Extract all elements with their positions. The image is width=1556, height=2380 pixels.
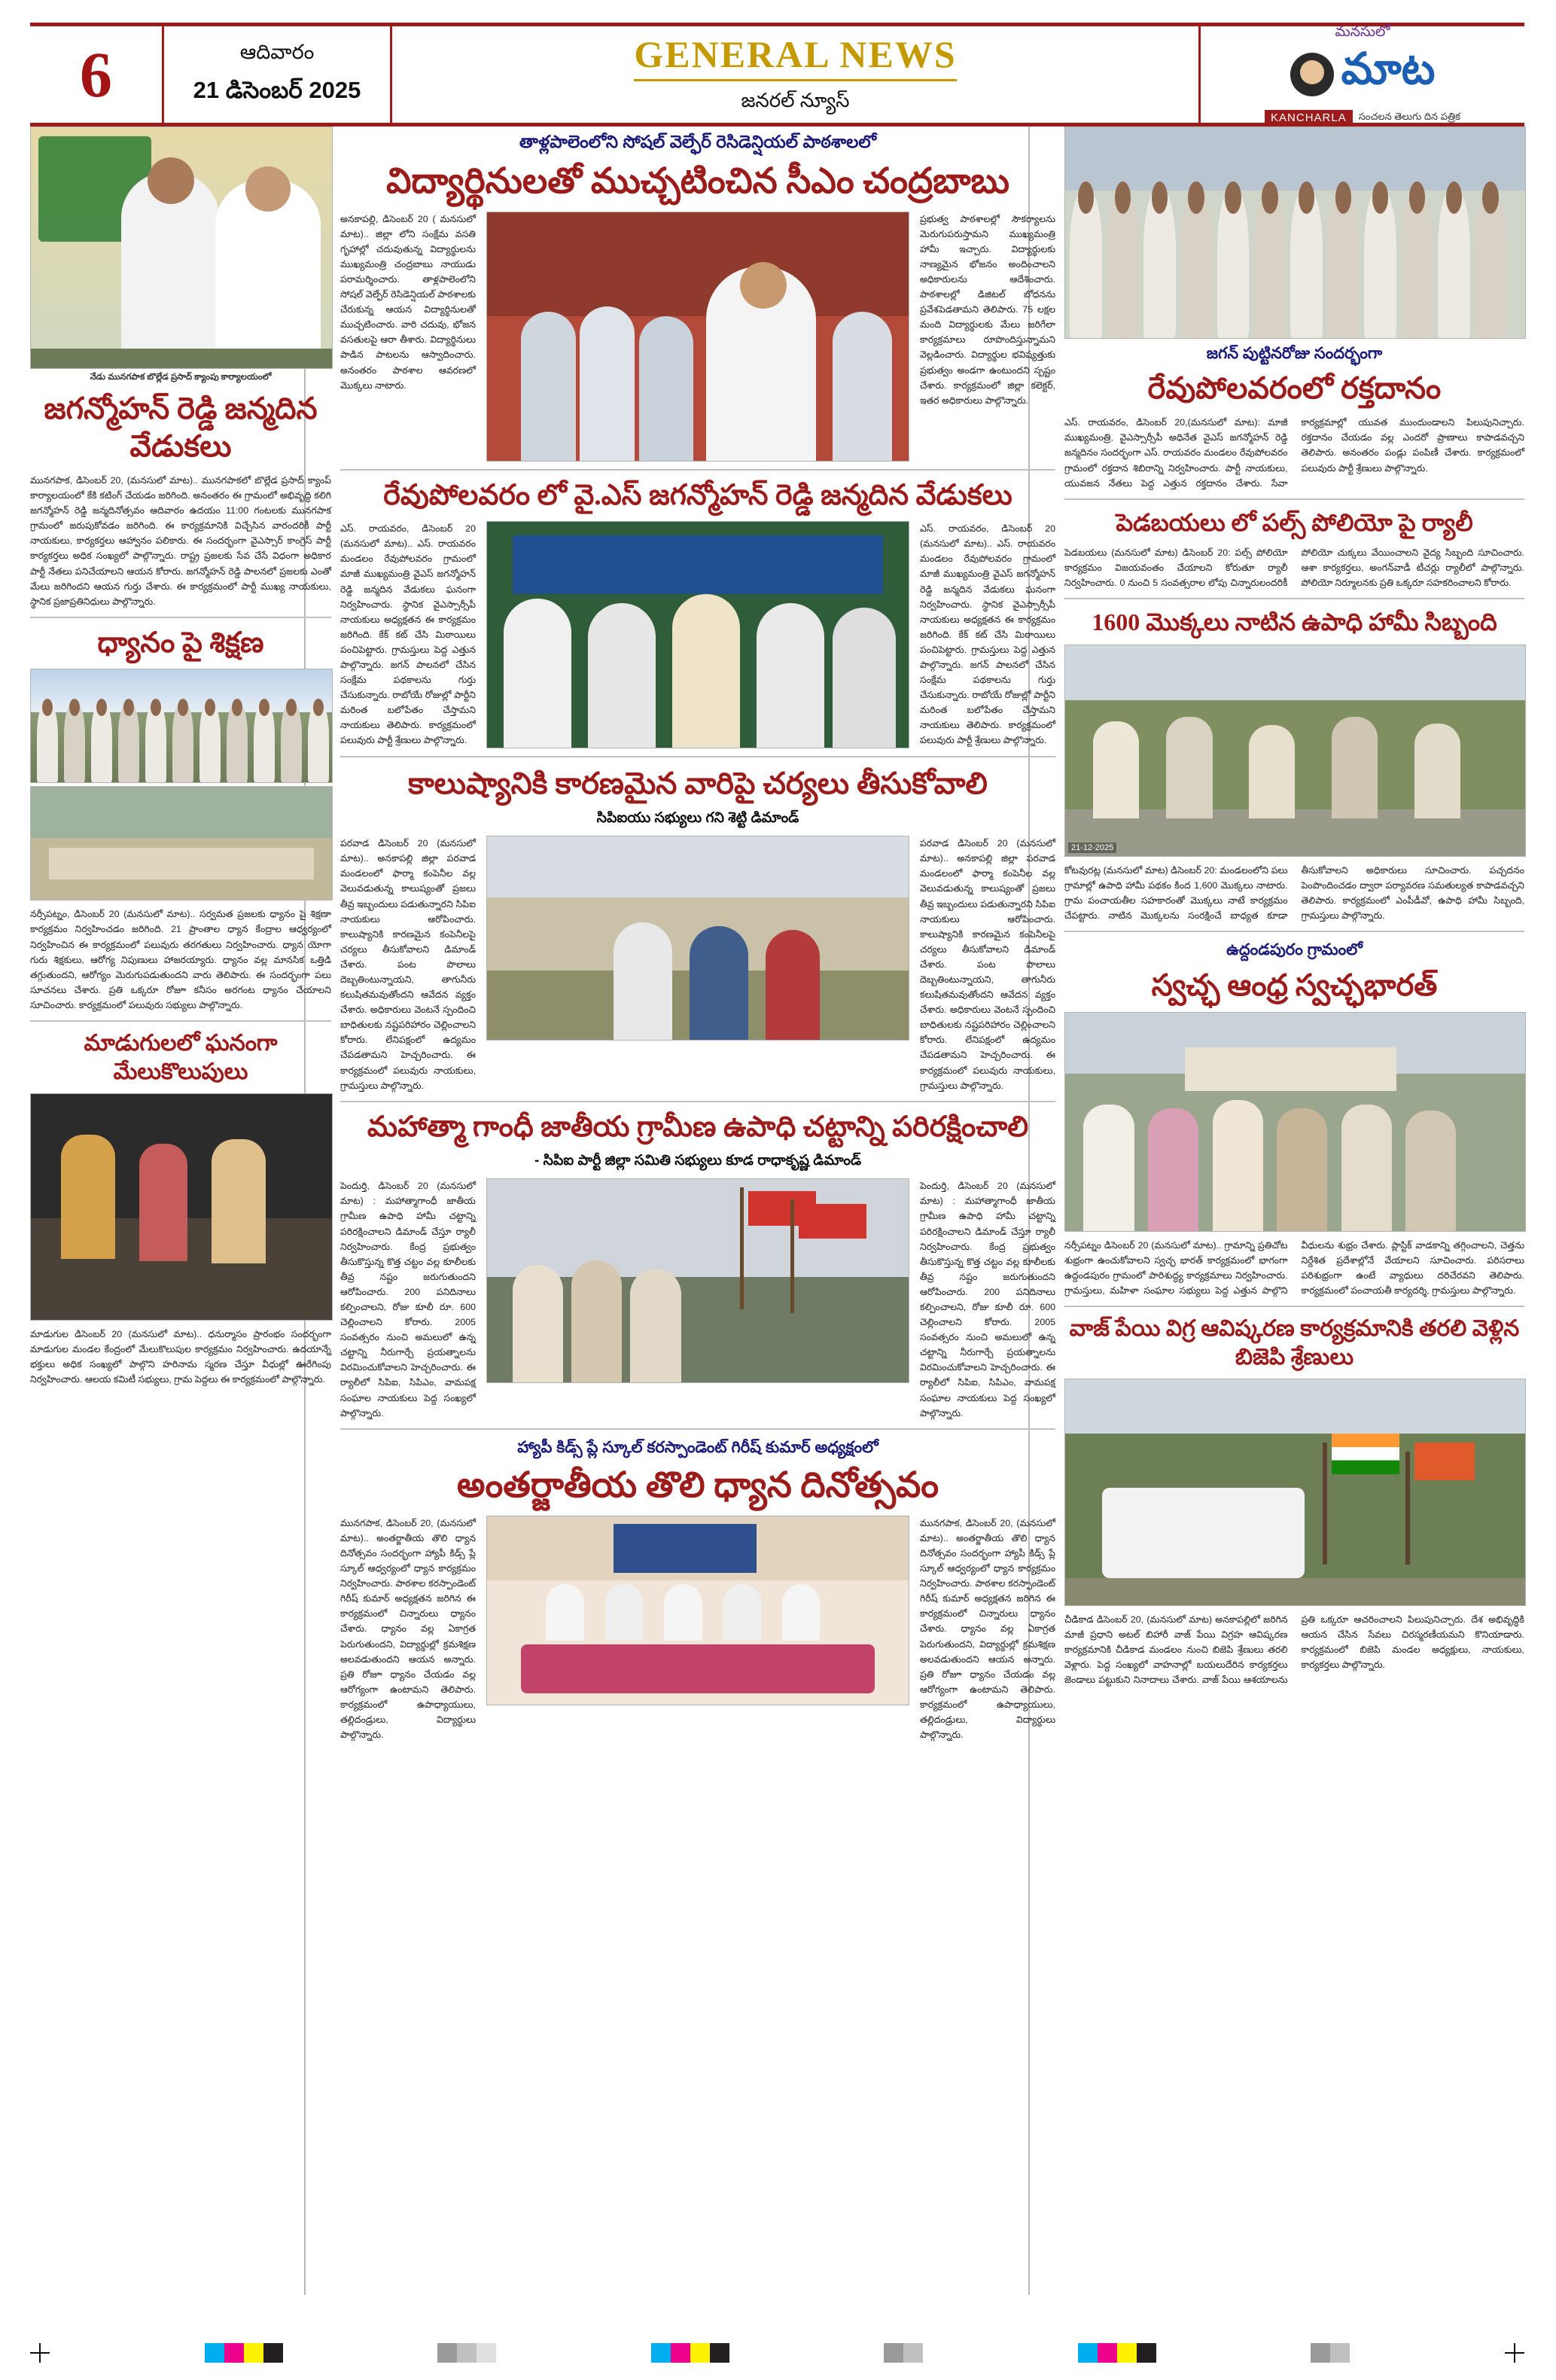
logo-row — [1290, 44, 1436, 105]
divider — [340, 469, 1055, 471]
headline-revupolavaram-birthday: రేవుపోలవరం లో వై.ఎస్ జగన్మోహన్ రెడ్డి జన్మదిన వేడుకలు — [383, 479, 1012, 511]
subhead-nrega-protect: - సిపిఐ పార్టీ జిల్లా సమితి సభ్యులు కూడ రాధాకృష్ణ డిమాండ్ — [534, 1153, 862, 1169]
article-body-vajpayee-statue: చీడికాడ డిసెంబర్ 20, (మనసులో మాట) అనకాపల్లిలో జరిగిన మాజీ ప్రధాని అటల్ బిహారీ వాజ్ పేయి విగ్రహ ఆవిష్కరణ కార్యక్రమానికి చీడికాడ మండలం నుంచి బిజెపి శ్రేణులు తరలి వెళ్లారు. పెద్ద సంఖ్యలో వాహనాల్లో బయలుదేరిన కార్యకర్తలు జెండాలు పట్టుకుని నినాదాలు చేశారు. వాజ్ పేయి ఆశయాలను ప్రతి ఒక్కరూ ఆచరించాలని పిలుపునిచ్చారు. దేశ అభివృద్ధికి ఆయన చేసిన సేవలు చిరస్మరణీయమని కొనియాడారు. కార్యక్రమంలో బిజెపి మండల అధ్యక్షులు, నాయకులు, కార్యకర్తలు పాల్గొన్నారు. — [1064, 1614, 1524, 1686]
photo-cm-with-students — [486, 212, 909, 462]
logo-tagline: సంచలన తెలుగు దిన పత్రిక — [1358, 110, 1460, 122]
article-body-nrega-left: పెందుర్తి, డిసెంబర్ 20 (మనసులో మాట) : మహాత్మాగాంధీ జాతీయ గ్రామీణ ఉపాధి హామీ చట్టాన్ని పరిరక్షించాలని డిమాండ్ చేస్తూ ర్యాలీ నిర్వహించారు. కేంద్ర ప్రభుత్వం తీసుకొస్తున్న కొత్త చట్టం వల్ల కూలీలకు తీవ్ర నష్టం జరుగుతుందని ఆరోపించారు. 200 పనిదినాలు కల్పించాలని, రోజు కూలీ రూ. 600 చెల్లించాలని కోరారు. 2005 సంవత్సరం నుంచి అమలులో ఉన్న చట్టాన్ని నీరుగార్చే ప్రయత్నాలను విరమించుకోవాలని హెచ్చరించారు. ఈ ర్యాలీలో సిపిఐ, సిపిఎం, వామపక్ష సంఘాల నాయకులు పెద్ద సంఖ్యలో పాల్గొన్నారు. — [340, 1181, 476, 1419]
photo-blood-donation — [1064, 126, 1526, 339]
photo-madugula-procession — [30, 1093, 333, 1321]
print-registration-bar — [30, 2339, 1524, 2366]
color-swatch — [1137, 2343, 1156, 2363]
article-body-revupolavaram-right: ఎస్. రాయవరం, డిసెంబర్ 20 (మనసులో మాట).. ఎస్. రాయవరం మండలం రేవుపోలవరం గ్రామంలో మాజీ ముఖ్యమంత్రి వైఎస్ జగన్మోహన్ రెడ్డి జన్మదిన వేడుకలు ఘనంగా నిర్వహించారు. స్థానిక వైఎస్సార్సీపీ నాయకులు అధ్యక్షతన ఈ కార్యక్రమం జరిగింది. కేక్ కట్ చేసి మిఠాయిలు పంచిపెట్టారు. గ్రామస్తులు పెద్ద ఎత్తున పాల్గొన్నారు. జగన్ పాలనలో చేసిన సంక్షేమ పథకాలను గుర్తు చేసుకున్నారు. రాబోయే రోజుల్లో పార్టీని మరింత బలోపేతం చేస్తామని నాయకులు తెలిపారు. కార్యక్రమంలో పలువురు పార్టీ శ్రేణులు పాల్గొన్నారు. — [920, 523, 1055, 746]
headline-pollution-action: కాలుష్యానికి కారణమైన వారిపై చర్యలు తీసుకోవాలి — [408, 766, 988, 801]
kicker-swachh: ఉద్దండపురం గ్రామంలో — [1226, 941, 1363, 959]
registration-mark-icon — [30, 2343, 50, 2363]
color-swatch — [671, 2343, 690, 2363]
subhead-pollution-action: సిపిఐయు సభ్యులు గని శెట్టి డిమాండ్ — [596, 810, 799, 827]
content-columns — [30, 126, 1524, 2295]
color-swatch — [651, 2343, 671, 2363]
color-swatch — [263, 2343, 283, 2363]
divider — [340, 1101, 1055, 1102]
headline-cm-students: విద్యార్థినులతో ముచ్చటించిన సీఎం చంద్రబాబు — [385, 161, 1010, 201]
headline-swachh-andhra: స్వచ్ఛ ఆంధ్ర స్వచ్ఛభారత్ — [1151, 968, 1438, 1002]
color-swatch — [884, 2343, 903, 2363]
date-block — [162, 26, 392, 123]
color-swatch — [1117, 2343, 1137, 2363]
headline-pulse-polio-rally: పెడబయలు లో పల్స్ పోలియో పై ర్యాలీ — [1116, 508, 1473, 536]
photo-credit: 21-12-2025 — [1068, 843, 1116, 853]
photo-swachh-rally — [1064, 1012, 1526, 1232]
divider — [340, 756, 1055, 757]
article-body-madugula-wakeup: మాడుగుల డిసెంబర్ 20 (మనసులో మాట).. ధనుర్మాసం ప్రారంభం సందర్భంగా మాడుగుల మండల కేంద్రంలో మేలుకొలుపుల కార్యక్రమం నిర్వహించారు. ఉదయాన్నే భక్తులు అధిక సంఖ్యలో పాల్గొని హరినామ స్మరణ చేస్తూ వీధుల్లో ఊరేగింపు నిర్వహించారు. ఆలయ కమిటీ సభ్యులు, గ్రామ పెద్దలు ఈ కార్యక్రమంలో పాల్గొన్నారు. — [30, 1329, 331, 1385]
article-body-revupolavaram-left: ఎస్. రాయవరం, డిసెంబర్ 20 (మనసులో మాట).. ఎస్. రాయవరం మండలం రేవుపోలవరం గ్రామంలో మాజీ ముఖ్యమంత్రి వైఎస్ జగన్మోహన్ రెడ్డి జన్మదిన వేడుకలు ఘనంగా నిర్వహించారు. స్థానిక వైఎస్సార్సీపీ నాయకులు అధ్యక్షతన ఈ కార్యక్రమం జరిగింది. కేక్ కట్ చేసి మిఠాయిలు పంచిపెట్టారు. గ్రామస్తులు పెద్ద ఎత్తున పాల్గొన్నారు. జగన్ పాలనలో చేసిన సంక్షేమ పథకాలను గుర్తు చేసుకున్నారు. రాబోయే రోజుల్లో పార్టీని మరింత బలోపేతం చేస్తామని నాయకులు తెలిపారు. కార్యక్రమంలో పలువురు పార్టీ శ్రేణులు పాల్గొన్నారు. — [340, 523, 476, 746]
article-body-meditation-day-right: మునగపాక, డిసెంబర్ 20, (మనసులో మాట).. అంతర్జాతీయ తొలి ధ్యాన దినోత్సవం సందర్భంగా హ్యాపీ కిడ్స్ ప్లే స్కూల్ ఆధ్వర్యంలో ధ్యాన కార్యక్రమం నిర్వహించారు. పాఠశాల కరస్పాండెంట్ గిరీష్ కుమార్ అధ్యక్షతన జరిగిన ఈ కార్యక్రమంలో చిన్నారులు ధ్యానం చేశారు. ధ్యానం వల్ల ఏకాగ్రత పెరుగుతుందని, విద్యార్థుల్లో క్రమశిక్షణ అలవడుతుందని ఆయన అన్నారు. ప్రతి రోజూ ధ్యానం చేయడం వల్ల ఆరోగ్యంగా ఉంటామని తెలిపారు. కార్యక్రమంలో ఉపాధ్యాయులు, తల్లిదండ్రులు, విద్యార్థులు పాల్గొన్నారు. — [920, 1517, 1055, 1741]
registration-mark-icon — [1505, 2343, 1524, 2363]
weekday-label: ఆదివారం — [239, 40, 315, 63]
headline-nrega-protect: మహాత్మా గాంధీ జాతీయ గ్రామీణ ఉపాధి చట్టాన్ని పరిరక్షించాలి — [367, 1111, 1029, 1143]
column-center — [340, 126, 1055, 1742]
article-body-pollution-left: పరవాడ డిసెంబర్ 20 (మనసులో మాట).. అనకాపల్లి జిల్లా పరవాడ మండలంలో ఫార్మా కంపెనీల వల్ల వెలువడుతున్న కాలుష్యంతో ప్రజలు తీవ్ర ఇబ్బందులు పడుతున్నారని సిపిఐ నాయకులు ఆరోపించారు. కాలుష్యానికి కారణమైన కంపెనీలపై చర్యలు తీసుకోవాలని డిమాండ్ చేశారు. పంట పొలాలు దెబ్బతింటున్నాయని, తాగునీరు కలుషితమవుతోందని ఆవేదన వ్యక్తం చేశారు. అధికారులు వెంటనే స్పందించి బాధితులకు నష్టపరిహారం చెల్లించాలని కోరారు. లేనిపక్షంలో ఉద్యమం చేపడతామని హెచ్చరించారు. ఈ కార్యక్రమంలో పలువురు నాయకులు, గ్రామస్తులు పాల్గొన్నారు. — [340, 838, 476, 1091]
headline-meditation-day: అంతర్జాతీయ తొలి ధ్యాన దినోత్సవం — [456, 1466, 939, 1506]
divider — [1064, 1306, 1524, 1307]
photo-people — [31, 703, 332, 782]
photo-birthday-celebration — [486, 521, 909, 748]
color-swatch-group — [437, 2343, 496, 2363]
headline-madugula-wakeup: మాడుగులలో ఘనంగా మేలుకొలుపులు — [84, 1031, 278, 1084]
color-swatch — [437, 2343, 457, 2363]
color-swatch — [903, 2343, 923, 2363]
photo-meditation-hall — [30, 786, 333, 900]
color-swatch — [244, 2343, 263, 2363]
article-body-cm-part1: అనకాపల్లి, డిసెంబర్ 20 ( మనసులో మాట).. జిల్లా లోని సంక్షేమ వసతి గృహాల్లో చదువుతున్న విద్యార్థులను ముఖ్యమంత్రి చంద్రబాబు నాయుడు పరామర్శించారు. తాళ్లపాలెంలోని సోషల్ వెల్ఫేర్ రెసిడెన్షియల్ పాఠశాలకు చేరుకున్న ఆయన విద్యార్థినులతో ముచ్చటించారు. వారి చదువు, భోజన వసతులపై ఆరా తీశారు. విద్యార్థినులు పాడిన పాటలను ఆస్వాదించారు. అనంతరం పాఠశాల ఆవరణలో మొక్కలు నాటారు. — [340, 213, 476, 391]
article-body-meditation-day-left: మునగపాక, డిసెంబర్ 20, (మనసులో మాట).. అంతర్జాతీయ తొలి ధ్యాన దినోత్సవం సందర్భంగా హ్యాపీ కిడ్స్ ప్లే స్కూల్ ఆధ్వర్యంలో ధ్యాన కార్యక్రమం నిర్వహించారు. పాఠశాల కరస్పాండెంట్ గిరీష్ కుమార్ అధ్యక్షతన జరిగిన ఈ కార్యక్రమంలో చిన్నారులు ధ్యానం చేశారు. ధ్యానం వల్ల ఏకాగ్రత పెరుగుతుందని, విద్యార్థుల్లో క్రమశిక్షణ అలవడుతుందని ఆయన అన్నారు. ప్రతి రోజూ ధ్యానం చేయడం వల్ల ఆరోగ్యంగా ఉంటామని తెలిపారు. కార్యక్రమంలో ఉపాధ్యాయులు, తల్లిదండ్రులు, విద్యార్థులు పాల్గొన్నారు. — [340, 1517, 476, 1741]
color-swatch-group — [1078, 2343, 1156, 2363]
color-swatch — [710, 2343, 729, 2363]
kicker-happy-kids: హ్యాపీ కిడ్స్ ప్లే స్కూల్ కరస్పాండెంట్ గిరీష్ కుమార్ అధ్యక్షంలో — [517, 1438, 878, 1456]
color-swatch-group — [884, 2343, 923, 2363]
color-swatch — [1330, 2343, 1350, 2363]
divider — [30, 617, 331, 618]
logo-brand: KANCHARLA — [1265, 110, 1353, 126]
headline-meditation-training: ధ్యానం పై శిక్షణ — [97, 626, 264, 659]
divider — [1064, 931, 1524, 932]
article-body-blood-donation: ఎస్. రాయవరం, డిసెంబర్ 20,(మనసులో మాట): మాజీ ముఖ్యమంత్రి, వైఎస్సార్సీపీ అధినేత వైఎస్ జగన్మోహన్ రెడ్డి జన్మదినం సందర్భంగా ఎస్. రాయవరం మండలం రేవుపోలవరం గ్రామంలో రక్తదాన శిబిరాన్ని నిర్వహించారు. పార్టీ నాయకులు, యువజన నేతలు పెద్ద ఎత్తున రక్తదానం చేశారు. సేవా కార్యక్రమాల్లో యువత ముందుండాలని పిలుపునిచ్చారు. రక్తదానం చేయడం వల్ల ఎందరో ప్రాణాలు కాపాడవచ్చని తెలిపారు. అనంతరం పండ్లు పంపిణీ చేశారు. కార్యక్రమంలో పలువురు పార్టీ శ్రేణులు పాల్గొన్నారు. — [1064, 417, 1524, 489]
color-swatch — [457, 2343, 477, 2363]
color-swatch — [1078, 2343, 1098, 2363]
section-title-en: GENERAL NEWS — [634, 32, 956, 81]
photo-meditation-group — [30, 669, 333, 783]
article-body-swachh-andhra: నర్సీపట్నం డిసెంబర్ 20 (మనసులో మాట).. గ్రామాన్ని ప్రతిచోట శుభ్రంగా ఉంచుకోవాలని స్వచ్ఛ భారత్ కార్యక్రమంలో భాగంగా ఉద్దండపురం గ్రామంలో పారిశుద్ధ్య కార్యక్రమాలు నిర్వహించారు. గ్రామస్తులు, మహిళా సంఘాల సభ్యులు పెద్ద ఎత్తున పాల్గొని వీధులను శుభ్రం చేశారు. ప్లాస్టిక్ వాడకాన్ని తగ్గించాలని, చెత్తను నిర్దేశిత ప్రదేశాల్లోనే వేయాలని సూచించారు. పరిసరాలు పరిశుభ్రంగా ఉంటే వ్యాధులు దరిచేరవని తెలిపారు. కార్యక్రమంలో పంచాయతీ కార్యదర్శి, గ్రామస్తులు పాల్గొన్నారు. — [1064, 1239, 1524, 1296]
article-body-cm-part2: ప్రభుత్వ పాఠశాలల్లో సౌకర్యాలను మెరుగుపరుస్తామని ముఖ్యమంత్రి హామీ ఇచ్చారు. విద్యార్థులకు నాణ్యమైన భోజనం అందించాలని అధికారులను ఆదేశించారు. పాఠశాలల్లో డిజిటల్ బోధనను ప్రవేశపెడతామని తెలిపారు. 75 లక్షల మంది విద్యార్థులకు మేలు జరిగేలా కార్యక్రమాలు రూపొందిస్తున్నామని వెల్లడించారు. విద్యార్థుల భవిష్యత్తుకు ప్రభుత్వం అండగా ఉంటుందని స్పష్టం చేశారు. కార్యక్రమంలో జిల్లా కలెక్టర్, ఇతర అధికారులు పాల్గొన్నారు. — [920, 213, 1055, 406]
divider — [30, 1020, 331, 1022]
color-swatch — [477, 2343, 496, 2363]
color-swatch-group — [1311, 2343, 1350, 2363]
color-swatch — [1098, 2343, 1117, 2363]
column-left — [30, 126, 331, 1387]
date-label: 21 డిసెంబర్ 2025 — [193, 76, 361, 103]
headline-1600-saplings: 1600 మొక్కలు నాటిన ఉపాధి హామీ సిబ్బంది — [1092, 608, 1497, 636]
photo-bjp-convoy — [1064, 1379, 1526, 1606]
logo-face-icon — [1290, 53, 1334, 96]
photo-caption-1: నేడు మునగపాక బొల్లేడ ప్రసాద్ క్యాంపు కార్యాలయంలో — [90, 373, 272, 382]
logo-top-text: మనసులో — [1335, 23, 1390, 40]
divider — [1064, 598, 1524, 599]
headline-vajpayee-statue: వాజ్ పేయి విగ్ర ఆవిష్కరణ కార్యక్రమానికి తరలి వెళ్లిన బిజెపి శ్రేణులు — [1069, 1316, 1520, 1370]
color-swatch-group — [205, 2343, 283, 2363]
masthead — [30, 23, 1524, 126]
headline-blood-donation: రేవుపోలవరంలో రక్తదానం — [1147, 371, 1442, 406]
section-title-block — [392, 26, 1198, 123]
kicker-cm-school: తాళ్లపాలెంలోని సోషల్ వెల్ఫేర్ రెసిడెన్షియల్ పాఠశాలలో — [519, 132, 877, 151]
photo-nrega-rally — [486, 1178, 909, 1383]
section-title-te: జనరల్ న్యూస్ — [741, 89, 850, 111]
photo-sapling-plantation — [1064, 645, 1526, 857]
column-right — [1064, 126, 1524, 1688]
color-swatch — [224, 2343, 244, 2363]
kicker-blood-donation: జగన్ పుట్టినరోజు సందర్భంగా — [1206, 345, 1383, 362]
article-body-1600-saplings: కోటవురట్ల (మనసులో మాట) డిసెంబర్ 20: మండలంలోని పలు గ్రామాల్లో ఉపాధి హామీ పథకం కింద 1,600 మొక్కలు నాటారు. గ్రామ పంచాయతీల సహకారంతో మొక్కలు నాటే కార్యక్రమం చేపట్టారు. నాటిన మొక్కలను సంరక్షించే బాధ్యత కూడా తీసుకోవాలని అధికారులు సూచించారు. పచ్చదనం పెంపొందించడం ద్వారా పర్యావరణ సమతుల్యత కాపాడవచ్చని తెలిపారు. కార్యక్రమంలో ఎంపీడీవో, ఉపాధి హామీ సిబ్బంది, గ్రామస్తులు పాల్గొన్నారు. — [1064, 865, 1524, 922]
color-swatch — [205, 2343, 224, 2363]
article-body-jagan-birthday: మునగపాక, డిసెంబర్ 20, (మనసులో మాట).. మునగపాకలో బొల్లేడ ప్రసాద్ క్యాంప్ కార్యాలయంలో కేకి కటింగ్ చేయడం జరిగింది. అనంతరం ఈ గ్రామంలో అభివృద్ధి కలిగి జగన్మోహన్ రెడ్డి జన్మదినోత్సవం ఆదివారం ఉదయం 11:00 గంటలకు మునగపాక గ్రామంలో జరుపుకోవడం జరిగింది. ఈ కార్యక్రమానికి విచ్చేసిన వారందరికీ పార్టీ నాయకులు, కార్యకర్తలు ఆహ్వానం పలికారు. ఈ సందర్భంగా వైఎస్సార్ కాంగ్రెస్ పార్టీ కార్యకర్తలు అధిక సంఖ్యలో పాల్గొన్నారు. రాష్ట్ర ప్రజలకు సేవ చేసే విధంగా అధికార పార్టీ నేతలు పనిచేయాలని ఆయన కోరారు. జగన్మోహన్ రెడ్డి పాలనలో ప్రజలకు ఎంతో మేలు జరిగిందని ఆయన గుర్తు చేశారు. ఈ కార్యక్రమంలో పార్టీ ముఖ్య నాయకులు, స్థానిక ప్రజాప్రతినిధులు పాల్గొన్నారు. — [30, 475, 331, 607]
photo-playschool-meditation — [486, 1516, 909, 1705]
article-body-pulse-polio-rally: పెడబయలు (మనసులో మాట) డిసెంబర్ 20: పల్స్ పోలియో కార్యక్రమం విజయవంతం చేయాలని కోరుతూ ర్యాలీ నిర్వహించారు. 0 నుంచి 5 సంవత్సరాల లోపు చిన్నారులందరికీ పోలియో చుక్కలు వేయించాలని వైద్య సిబ్బంది సూచించారు. ఆశా కార్యకర్తలు, అంగన్‌వాడీ టీచర్లు ర్యాలీలో పాల్గొన్నారు. పోలియో నిర్మూలనకు ప్రతి ఒక్కరూ సహకరించాలని కోరారు. — [1064, 547, 1524, 588]
color-swatch-group — [651, 2343, 729, 2363]
photo-jagan-camp-office — [30, 126, 333, 369]
color-swatch — [690, 2343, 710, 2363]
article-body-nrega-right: పెందుర్తి, డిసెంబర్ 20 (మనసులో మాట) : మహాత్మాగాంధీ జాతీయ గ్రామీణ ఉపాధి హామీ చట్టాన్ని పరిరక్షించాలని డిమాండ్ చేస్తూ ర్యాలీ నిర్వహించారు. కేంద్ర ప్రభుత్వం తీసుకొస్తున్న కొత్త చట్టం వల్ల కూలీలకు తీవ్ర నష్టం జరుగుతుందని ఆరోపించారు. 200 పనిదినాలు కల్పించాలని, రోజు కూలీ రూ. 600 చెల్లించాలని కోరారు. 2005 సంవత్సరం నుంచి అమలులో ఉన్న చట్టాన్ని నీరుగార్చే ప్రయత్నాలను విరమించుకోవాలని హెచ్చరించారు. ఈ ర్యాలీలో సిపిఐ, సిపిఎం, వామపక్ష సంఘాల నాయకులు పెద్ద సంఖ్యలో పాల్గొన్నారు. — [920, 1181, 1055, 1419]
article-body-meditation-training: నర్సీపట్నం, డిసెంబర్ 20 (మనసులో మాట).. సర్వమత ప్రజలకు ధ్యానం పై శిక్షణా కార్యక్రమం నిర్వహించడం జరిగింది. 21 ప్రాంతాల ధ్యాన కేంద్రాల ఆధ్వర్యంలో నిర్వహించిన ఈ కార్యక్రమంలో పలువురు తరగతులు నిర్వహించారు. ధ్యాన యోగా గురు శిక్షకులు, ఆరోగ్య నిపుణులు హాజరయ్యారు. ధ్యానం వల్ల మానసిక ఒత్తిడి తగ్గుతుందని, ఆరోగ్యం మెరుగుపడుతుందని వారు తెలిపారు. ఈ సందర్భంగా పలు సూచనలు చేశారు. ప్రతి ఒక్కరూ రోజూ కనీసం అరగంట ధ్యానం చేయాలని సూచించారు. కార్యక్రమంలో పలువురు సభ్యులు పాల్గొన్నారు. — [30, 909, 331, 1010]
logo-main-text: మాట — [1341, 44, 1436, 93]
divider — [1064, 498, 1524, 500]
headline-jagan-birthday: జగన్మోహన్ రెడ్డి జన్మదిన వేడుకలు — [44, 392, 318, 463]
color-swatch — [1311, 2343, 1330, 2363]
photo-pollution-site — [486, 836, 909, 1041]
publication-logo — [1198, 23, 1524, 124]
divider — [340, 1428, 1055, 1430]
page-number: 6 — [80, 38, 112, 111]
article-body-pollution-right: పరవాడ డిసెంబర్ 20 (మనసులో మాట).. అనకాపల్లి జిల్లా పరవాడ మండలంలో ఫార్మా కంపెనీల వల్ల వెలువడుతున్న కాలుష్యంతో ప్రజలు తీవ్ర ఇబ్బందులు పడుతున్నారని సిపిఐ నాయకులు ఆరోపించారు. కాలుష్యానికి కారణమైన కంపెనీలపై చర్యలు తీసుకోవాలని డిమాండ్ చేశారు. పంట పొలాలు దెబ్బతింటున్నాయని, తాగునీరు కలుషితమవుతోందని ఆవేదన వ్యక్తం చేశారు. అధికారులు వెంటనే స్పందించి బాధితులకు నష్టపరిహారం చెల్లించాలని కోరారు. లేనిపక్షంలో ఉద్యమం చేపడతామని హెచ్చరించారు. ఈ కార్యక్రమంలో పలువురు నాయకులు, గ్రామస్తులు పాల్గొన్నారు. — [920, 838, 1055, 1091]
